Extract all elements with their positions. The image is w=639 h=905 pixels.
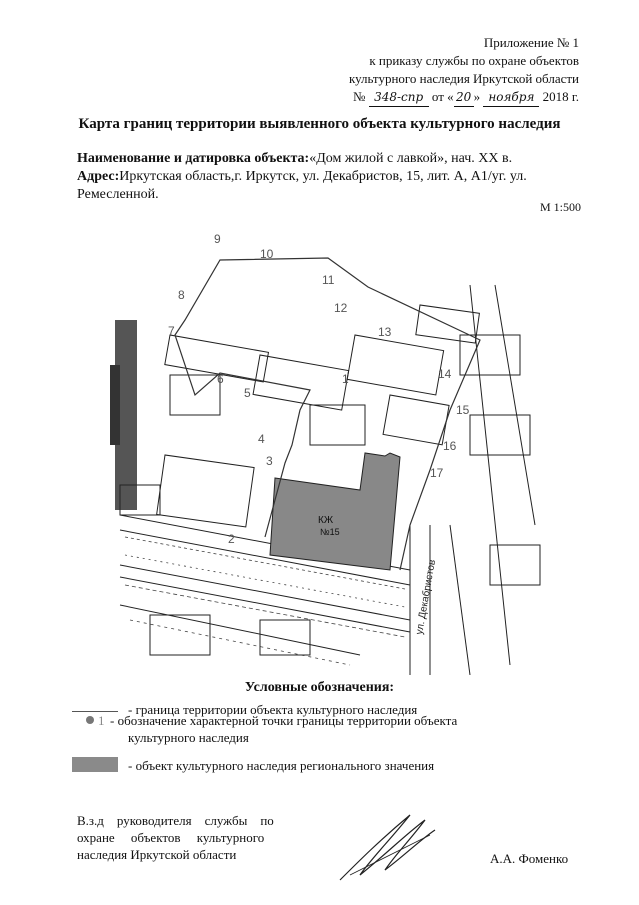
heritage-building — [270, 453, 400, 570]
point-8: 8 — [178, 288, 185, 302]
order-year: 2018 г. — [542, 89, 579, 104]
point-7: 7 — [168, 324, 175, 338]
object-info — [77, 150, 587, 204]
signer-title-line-3: наследия Иркутской области — [77, 847, 237, 862]
cadastral-map — [110, 225, 550, 675]
document-title: Карта границ территории выявленного объекта культурного наследия — [78, 116, 561, 132]
map-scale: М 1:500 — [539, 200, 581, 214]
point-17: 17 — [430, 466, 444, 480]
point-11: 11 — [322, 273, 335, 287]
object-name-label: Наименование и датировка объекта: — [77, 151, 310, 166]
street-lines — [120, 285, 535, 675]
object-name-value: «Дом жилой с лавкой», нач. XX в. — [309, 151, 513, 166]
appendix-line-1: Приложение № 1 — [483, 35, 579, 50]
date-prefix: от « — [431, 89, 454, 104]
street-label: ул. Декабристов — [414, 558, 439, 636]
object-address-label: Адрес: — [77, 169, 120, 184]
point-5: 5 — [244, 386, 251, 400]
point-9: 9 — [214, 232, 221, 246]
order-number: 348-спр — [369, 88, 429, 107]
point-2: 2 — [228, 532, 235, 546]
legend-title: Условные обозначения: — [244, 680, 395, 695]
object-name-line — [77, 150, 587, 168]
signature-block — [77, 812, 309, 863]
point-3: 3 — [266, 454, 273, 468]
legend-point-number: 1 — [98, 713, 105, 728]
point-15: 15 — [456, 403, 470, 417]
point-13: 13 — [378, 325, 392, 339]
signer-name: А.А. Фоменко — [490, 851, 569, 866]
legend-point-desc-1: - обозначение характерной точки границы территории объекта — [110, 713, 458, 728]
legend-point-desc-2: культурного наследия — [128, 730, 249, 745]
order-day: 20 — [454, 88, 474, 107]
number-prefix: № — [352, 89, 366, 104]
appendix-line-2: к приказу службы по охране объектов — [369, 53, 579, 68]
handwritten-signature — [330, 800, 450, 890]
legend-line-desc: - граница территории объекта культурного наследия — [128, 702, 418, 717]
point-14: 14 — [438, 367, 452, 381]
legend-point-dot — [86, 716, 94, 724]
point-6: 6 — [217, 372, 224, 386]
point-16: 16 — [443, 439, 457, 453]
date-mid: » — [473, 89, 481, 104]
object-address-line — [77, 168, 587, 204]
appendix-number-line — [349, 88, 579, 107]
legend-area-sample — [72, 757, 118, 772]
object-address-value: Иркутская область,г. Иркутск, ул. Декабристов, 15, лит. А, А1/уг. ул. Ремесленной. — [77, 169, 527, 202]
point-4: 4 — [258, 432, 265, 446]
point-1: 1 — [342, 372, 349, 386]
heritage-building-number: №15 — [320, 527, 340, 537]
appendix-block — [349, 34, 579, 107]
order-month: ноября — [483, 88, 539, 107]
appendix-line-3: культурного наследия Иркутской области — [348, 71, 579, 86]
point-12: 12 — [334, 301, 348, 315]
signer-title-line-2: охране объектов культурного — [77, 830, 265, 845]
heritage-building-label: КЖ — [318, 515, 334, 526]
point-10: 10 — [260, 247, 274, 261]
signer-title-line-1: В.з.д руководителя службы по — [77, 813, 274, 828]
legend-area-desc: - объект культурного наследия регионального значения — [128, 758, 435, 773]
